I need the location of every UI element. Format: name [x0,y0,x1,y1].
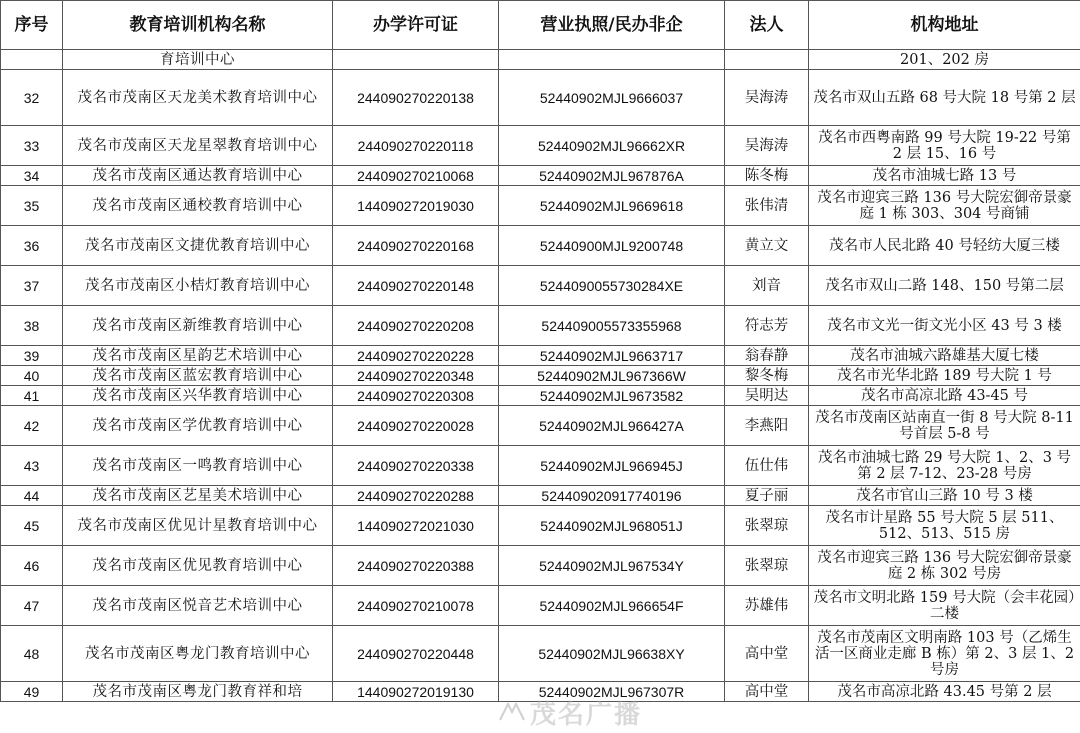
cell-name: 茂名市茂南区新维教育培训中心 [63,306,333,346]
cell-license: 244090270220308 [333,386,499,406]
cell-address: 茂名市人民北路 40 号轻纺大厦三楼 [809,226,1080,266]
cell-license: 244090270220028 [333,406,499,446]
cell-name: 茂名市茂南区学优教育培训中心 [63,406,333,446]
cell-name: 茂名市茂南区粤龙门教育祥和培 [63,682,333,702]
cell-address: 茂名市文光一街文光小区 43 号 3 楼 [809,306,1080,346]
cell-person: 苏雄伟 [725,586,809,626]
cell-person: 张翠琼 [725,546,809,586]
table-row [1,266,1080,306]
cell-person: 伍仕伟 [725,446,809,486]
cell-no [1,50,63,70]
cell-person: 夏子丽 [725,486,809,506]
cell-license: 244090270220138 [333,70,499,126]
cell-license: 244090270220228 [333,346,499,366]
table-row [1,186,1080,226]
table-row [1,506,1080,546]
cell-no: 40 [1,366,63,386]
cell-license [333,50,499,70]
cell-address: 茂名市油城六路雄基大厦七楼 [809,346,1080,366]
cell-person: 吴海涛 [725,70,809,126]
cell-name: 茂名市茂南区文捷优教育培训中心 [63,226,333,266]
cell-license: 144090272019130 [333,682,499,702]
cell-name: 茂名市茂南区天龙星翠教育培训中心 [63,126,333,166]
cell-license: 244090270220168 [333,226,499,266]
cell-license: 244090270220448 [333,626,499,682]
table-row [1,586,1080,626]
cell-business: 52440902MJL9673582 [499,386,725,406]
cell-no: 47 [1,586,63,626]
cell-business: 52440902MJL9663717 [499,346,725,366]
cell-business: 524409020917740196 [499,486,725,506]
cell-address: 201、202 房 [809,50,1080,70]
cell-address: 茂名市文明北路 159 号大院（会丰花园）二楼 [809,586,1080,626]
cell-business: 52440902MJL9669618 [499,186,725,226]
cell-no: 32 [1,70,63,126]
cell-person: 高中堂 [725,682,809,702]
header-license: 办学许可证 [333,1,499,50]
cell-person: 高中堂 [725,626,809,682]
header-name: 教育培训机构名称 [63,1,333,50]
cell-license: 244090270220288 [333,486,499,506]
cell-license: 244090270220348 [333,366,499,386]
cell-person: 陈冬梅 [725,166,809,186]
cell-no: 39 [1,346,63,366]
cell-no: 34 [1,166,63,186]
watermark-text: 茂名广播 [530,700,643,730]
table-row [1,386,1080,406]
cell-no: 44 [1,486,63,506]
cell-person [725,50,809,70]
cell-person: 黎冬梅 [725,366,809,386]
table-row [1,306,1080,346]
cell-no: 41 [1,386,63,406]
cell-license: 144090272021030 [333,506,499,546]
cell-no: 45 [1,506,63,546]
cell-name: 茂名市茂南区优见计星教育培训中心 [63,506,333,546]
cell-name: 茂名市茂南区优见教育培训中心 [63,546,333,586]
cell-business: 52440902MJL967876A [499,166,725,186]
cell-person: 刘音 [725,266,809,306]
cell-no: 43 [1,446,63,486]
cell-name: 茂名市茂南区一鸣教育培训中心 [63,446,333,486]
table-row [1,446,1080,486]
cell-no: 38 [1,306,63,346]
cell-address: 茂名市高凉北路 43.45 号第 2 层 [809,682,1080,702]
cell-license: 144090272019030 [333,186,499,226]
cell-business: 52440900MJL9200748 [499,226,725,266]
cell-name: 茂名市茂南区悦音艺术培训中心 [63,586,333,626]
table-row [1,226,1080,266]
table-row [1,126,1080,166]
cell-person: 符志芳 [725,306,809,346]
table-row [1,406,1080,446]
cell-business: 52440902MJL967307R [499,682,725,702]
cell-no: 46 [1,546,63,586]
cell-business: 52440902MJL96662XR [499,126,725,166]
cell-address: 茂名市茂南区站南直一街 8 号大院 8-11 号首层 5-8 号 [809,406,1080,446]
cell-address: 茂名市迎宾三路 136 号大院宏御帝景豪庭 1 栋 303、304 号商铺 [809,186,1080,226]
cell-person: 张翠琼 [725,506,809,546]
cell-address: 茂名市油城七路 29 号大院 1、2、3 号第 2 层 7-12、23-28 号房 [809,446,1080,486]
cell-name: 茂名市茂南区通校教育培训中心 [63,186,333,226]
cell-name: 茂名市茂南区粤龙门教育培训中心 [63,626,333,682]
cell-name: 茂名市茂南区小桔灯教育培训中心 [63,266,333,306]
watermark-logo-icon [498,700,526,722]
cell-no: 49 [1,682,63,702]
cell-business: 52440902MJL966945J [499,446,725,486]
cell-address: 茂名市油城七路 13 号 [809,166,1080,186]
header-address: 机构地址 [809,1,1080,50]
cell-no: 36 [1,226,63,266]
cell-business [499,50,725,70]
cell-address: 茂名市计星路 55 号大院 5 层 511、512、513、515 房 [809,506,1080,546]
cell-name: 茂名市茂南区星韵艺术培训中心 [63,346,333,366]
table-row-partial [1,50,1080,70]
table-row [1,546,1080,586]
cell-license: 244090270210068 [333,166,499,186]
header-person: 法人 [725,1,809,50]
table-row [1,346,1080,366]
cell-business: 52440902MJL966654F [499,586,725,626]
cell-person: 吴明达 [725,386,809,406]
cell-name: 育培训中心 [63,50,333,70]
cell-address: 茂名市双山二路 148、150 号第二层 [809,266,1080,306]
cell-license: 244090270220118 [333,126,499,166]
cell-person: 李燕阳 [725,406,809,446]
cell-address: 茂名市西粤南路 99 号大院 19-22 号第 2 层 15、16 号 [809,126,1080,166]
cell-no: 48 [1,626,63,682]
cell-license: 244090270220388 [333,546,499,586]
cell-business: 52440902MJL96638XY [499,626,725,682]
cell-business: 524409005573355968 [499,306,725,346]
table-row [1,166,1080,186]
header-no: 序号 [1,1,63,50]
cell-no: 37 [1,266,63,306]
cell-name: 茂名市茂南区蓝宏教育培训中心 [63,366,333,386]
table-row [1,626,1080,682]
table-row [1,682,1080,702]
cell-address: 茂名市高凉北路 43-45 号 [809,386,1080,406]
cell-business: 52440902MJL966427A [499,406,725,446]
cell-address: 茂名市茂南区文明南路 103 号（乙烯生活一区商业走廊 B 栋）第 2、3 层 1、2 号房 [809,626,1080,682]
table-row [1,366,1080,386]
cell-business: 52440902MJL967534Y [499,546,725,586]
cell-license: 244090270220148 [333,266,499,306]
cell-business: 5244090055730284XE [499,266,725,306]
table-row [1,70,1080,126]
header-business: 营业执照/民办非企 [499,1,725,50]
cell-name: 茂名市茂南区艺星美术培训中心 [63,486,333,506]
cell-address: 茂名市光华北路 189 号大院 1 号 [809,366,1080,386]
cell-address: 茂名市官山三路 10 号 3 楼 [809,486,1080,506]
cell-no: 33 [1,126,63,166]
cell-person: 吴海涛 [725,126,809,166]
cell-business: 52440902MJL967366W [499,366,725,386]
cell-address: 茂名市双山五路 68 号大院 18 号第 2 层 [809,70,1080,126]
cell-no: 35 [1,186,63,226]
table-row [1,486,1080,506]
cell-license: 244090270220338 [333,446,499,486]
cell-person: 张伟清 [725,186,809,226]
cell-name: 茂名市茂南区天龙美术教育培训中心 [63,70,333,126]
cell-name: 茂名市茂南区兴华教育培训中心 [63,386,333,406]
cell-person: 黄立文 [725,226,809,266]
cell-name: 茂名市茂南区通达教育培训中心 [63,166,333,186]
cell-license: 244090270220208 [333,306,499,346]
cell-business: 52440902MJL968051J [499,506,725,546]
cell-business: 52440902MJL9666037 [499,70,725,126]
cell-license: 244090270210078 [333,586,499,626]
cell-address: 茂名市迎宾三路 136 号大院宏御帝景豪庭 2 栋 302 号房 [809,546,1080,586]
cell-person: 翁春静 [725,346,809,366]
cell-no: 42 [1,406,63,446]
header-row [1,1,1080,50]
